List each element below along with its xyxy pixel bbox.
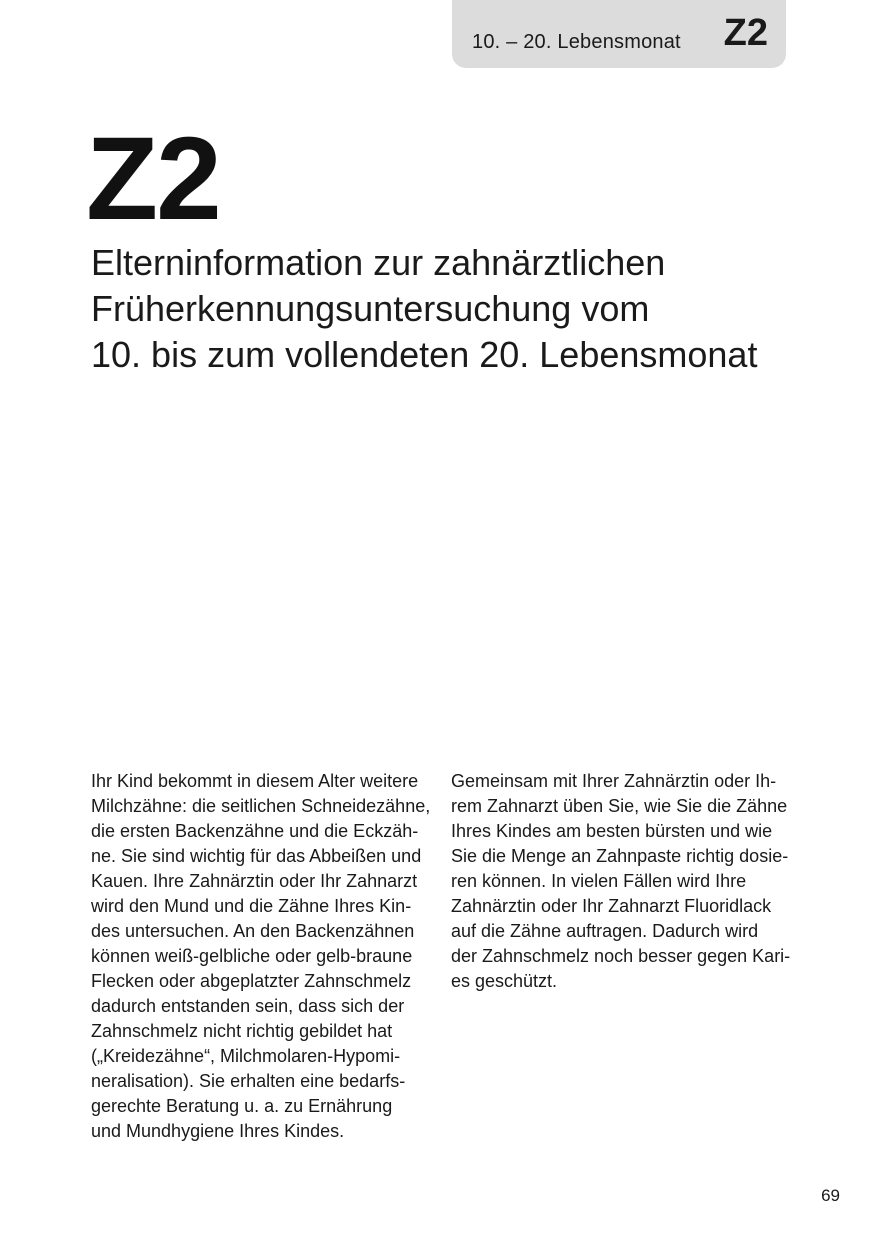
body-text-line: auf die Zähne auftragen. Dadurch wird <box>451 921 759 941</box>
body-text-line: neralisation). Sie erhalten eine bedarfs- <box>91 1071 406 1091</box>
body-text-line: Gemeinsam mit Ihrer Zahnärztin oder Ih- <box>451 771 777 791</box>
body-text-line: und Mundhygiene Ihres Kindes. <box>91 1121 345 1141</box>
body-text-line: Flecken oder abgeplatzter Zahnschmelz <box>91 971 412 991</box>
page-title <box>91 240 811 378</box>
body-text-line: ren können. In vielen Fällen wird Ihre <box>451 871 747 891</box>
body-text-line: Kauen. Ihre Zahnärztin oder Ihr Zahnarzt <box>91 871 418 891</box>
section-code-heading: Z2 <box>86 113 220 245</box>
body-text-line: Zahnärztin oder Ihr Zahnarzt Fluoridlack <box>451 896 772 916</box>
body-text-right-column <box>451 769 791 994</box>
body-text-left-column <box>91 769 431 1144</box>
body-text-line: rem Zahnarzt üben Sie, wie Sie die Zähne <box>451 796 788 816</box>
page-title-line: Elterninformation zur zahnärztlichen <box>91 242 666 283</box>
body-text-line: gerechte Beratung u. a. zu Ernährung <box>91 1096 393 1116</box>
body-text-line: können weiß-gelbliche oder gelb-braune <box>91 946 413 966</box>
body-text-line: wird den Mund und die Zähne Ihres Kin- <box>91 896 412 916</box>
body-text-line: Zahnschmelz nicht richtig gebildet hat <box>91 1021 393 1041</box>
body-text-line: dadurch entstanden sein, dass sich der <box>91 996 405 1016</box>
body-text-line: Milchzähne: die seitlichen Schneidezähne, <box>91 796 431 816</box>
body-text-line: ne. Sie sind wichtig für das Abbeißen und <box>91 846 422 866</box>
body-text-line: die ersten Backenzähne und die Eckzäh- <box>91 821 419 841</box>
body-text-line: Sie die Menge an Zahnpaste richtig dosie- <box>451 846 789 866</box>
body-text-line: des untersuchen. An den Backenzähnen <box>91 921 415 941</box>
header-tab <box>452 0 786 68</box>
body-text-line: es geschützt. <box>451 971 558 991</box>
page-title-line: Früherkennungsuntersuchung vom <box>91 288 650 329</box>
page-number: 69 <box>821 1186 840 1205</box>
body-text-line: der Zahnschmelz noch besser gegen Kari- <box>451 946 791 966</box>
body-text-line: („Kreidezähne“, Milchmolaren-Hypomi- <box>91 1046 401 1066</box>
body-text-line: Ihr Kind bekommt in diesem Alter weitere <box>91 771 419 791</box>
header-range-label: 10. – 20. Lebensmonat <box>472 31 681 53</box>
header-section-code: Z2 <box>723 12 768 54</box>
page-title-line: 10. bis zum vollendeten 20. Lebensmonat <box>91 334 758 375</box>
body-text-line: Ihres Kindes am besten bürsten und wie <box>451 821 773 841</box>
